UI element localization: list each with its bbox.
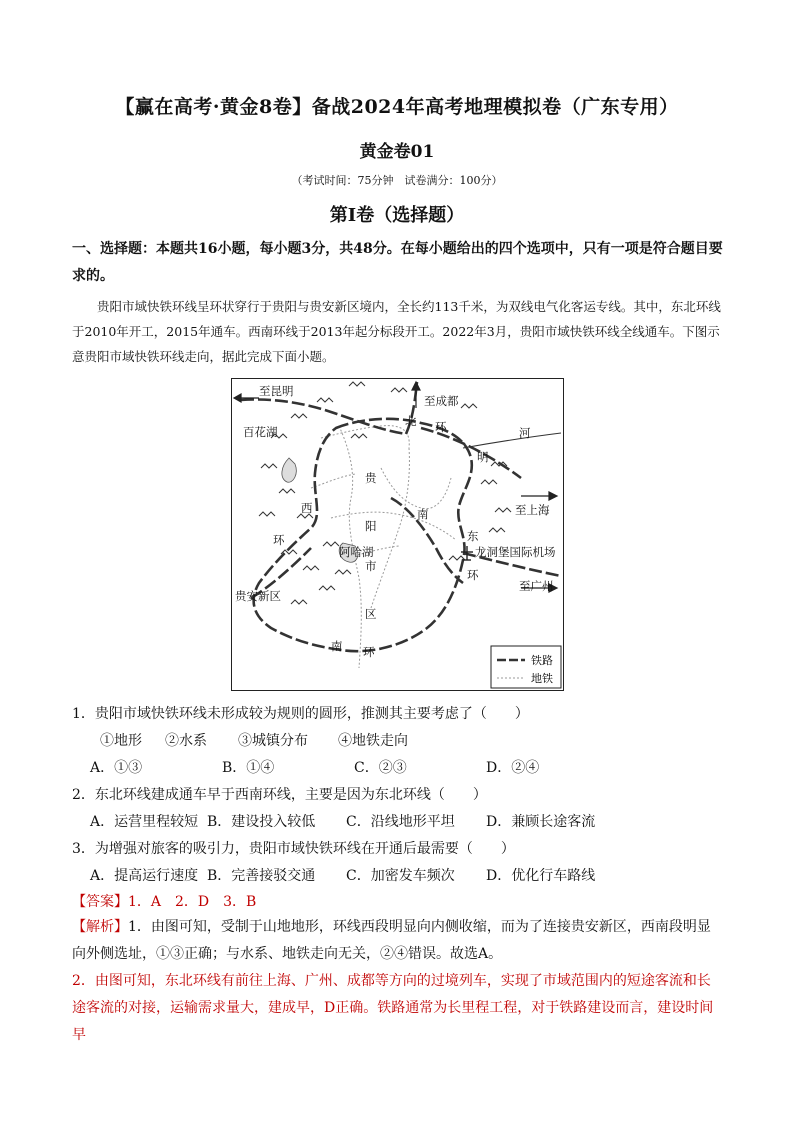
analysis-label: 【解析】 xyxy=(72,919,128,935)
analysis-text-1: 1．由图可知，受制于山地地形，环线西段明显向内侧收缩，而为了连接贵安新区，西南段明显向外侧选址，①③正确；与水系、地铁走向无关，②④错误。故选A。 xyxy=(72,919,711,962)
label-ring-west-2: 环 xyxy=(273,533,285,547)
question-3-options xyxy=(90,865,710,885)
q2-option-d[interactable]: D．兼顾长途客流 xyxy=(486,814,596,830)
reading-passage: 贵阳市域快铁环线呈环状穿行于贵阳与贵安新区境内，全长约113千米，为双线电气化客运专线。其中，东北环线于2010年开工，2015年通车。西南环线于2013年起分标段开工。2022年3月，贵阳市域快铁环线全线通车。下图示意贵阳市域快铁环线走向，据此完成下面小题。 xyxy=(72,299,721,364)
label-aha-lake: 阿哈湖 xyxy=(339,545,374,559)
label-city-2: 阳 xyxy=(365,519,377,533)
legend-subway-label: 地铁 xyxy=(531,672,553,685)
question-2-stem: 2．东北环线建成通车早于西南环线，主要是因为东北环线（ ） xyxy=(72,787,487,803)
q1-item-4: ④地铁走向 xyxy=(338,733,408,749)
label-to-kunming: 至昆明 xyxy=(259,384,294,398)
railway-map xyxy=(231,378,564,691)
q2-option-a[interactable]: A．运营里程较短 xyxy=(90,814,199,830)
q1-item-2: ②水系 xyxy=(165,733,207,749)
analysis-text-2: 2．由图可知，东北环线有前往上海、广州、成都等方向的过境列车，实现了市域范围内的短途客流和长途客流的对接，运输需求量大，建成早，D正确。铁路通常为长里程工程，对于铁路建设而言，建设时间早 xyxy=(72,973,714,1043)
label-baihua-lake: 百花湖 xyxy=(243,425,278,439)
q1-option-b[interactable]: B．①④ xyxy=(222,760,275,776)
label-ring-east-1: 东 xyxy=(467,529,479,543)
label-ring-north-2: 环 xyxy=(435,420,447,434)
label-ring-west-1: 西 xyxy=(301,501,313,515)
q3-option-b[interactable]: B．完善接驳交通 xyxy=(207,868,316,884)
label-city-1: 贵 xyxy=(365,471,377,485)
question-2-options xyxy=(90,811,710,831)
label-city-4: 区 xyxy=(365,607,377,621)
legend-railway-label: 铁路 xyxy=(531,654,553,667)
q3-option-a[interactable]: A．提高运行速度 xyxy=(90,868,199,884)
label-to-chengdu: 至成都 xyxy=(424,394,459,408)
question-1-options xyxy=(90,757,710,777)
q1-item-1: ①地形 xyxy=(100,733,142,749)
section-heading: 第Ⅰ卷（选择题） xyxy=(329,205,465,226)
label-to-shanghai: 至上海 xyxy=(515,503,550,517)
q2-option-c[interactable]: C．沿线地形平坦 xyxy=(346,814,455,830)
q1-option-a[interactable]: A．①③ xyxy=(90,760,143,776)
map-legend xyxy=(491,646,561,688)
question-1-stem: 1．贵阳市域快铁环线未形成较为规则的圆形，推测其主要考虑了（ ） xyxy=(72,706,529,722)
exam-subtitle: 黄金卷01 xyxy=(359,142,435,162)
label-ring-ming: 明 xyxy=(477,450,489,464)
label-river: 河 xyxy=(519,426,531,440)
answer-key: 【答案】1．A 2．D 3．B xyxy=(72,894,257,910)
label-ring-east-2: 环 xyxy=(467,568,479,582)
q3-option-c[interactable]: C．加密发车频次 xyxy=(346,868,455,884)
label-to-guangzhou: 至广州 xyxy=(519,579,554,593)
q3-option-d[interactable]: D．优化行车路线 xyxy=(486,868,596,884)
q1-option-d[interactable]: D．②④ xyxy=(486,760,540,776)
analysis-paragraph-1 xyxy=(72,914,724,968)
instructions: 一、选择题：本题共16小题，每小题3分，共48分。在每小题给出的四个选项中，只有一项是符合题目要求的。 xyxy=(72,241,723,284)
question-3-stem: 3．为增强对旅客的吸引力，贵阳市域快铁环线在开通后最需要（ ） xyxy=(72,841,515,857)
label-city-3: 市 xyxy=(365,559,377,573)
label-ring-south-2: 环 xyxy=(363,645,375,659)
label-ring-south-1: 南 xyxy=(331,639,343,653)
label-airport: 龙洞堡国际机场 xyxy=(475,545,556,559)
analysis-paragraph-2 xyxy=(72,968,724,1049)
exam-title: 【赢在高考·黄金8卷】备战2024年高考地理模拟卷（广东专用） xyxy=(115,96,679,118)
exam-info: （考试时间：75分钟 试卷满分：100分） xyxy=(291,174,503,187)
label-nan: 南 xyxy=(417,507,429,521)
q1-item-3: ③城镇分布 xyxy=(238,733,308,749)
q1-option-c[interactable]: C．②③ xyxy=(354,760,407,776)
label-ring-north-1: 北 xyxy=(405,414,417,428)
label-guian-new-area: 贵安新区 xyxy=(235,589,281,603)
question-1-items xyxy=(100,730,700,750)
q2-option-b[interactable]: B．建设投入较低 xyxy=(207,814,316,830)
